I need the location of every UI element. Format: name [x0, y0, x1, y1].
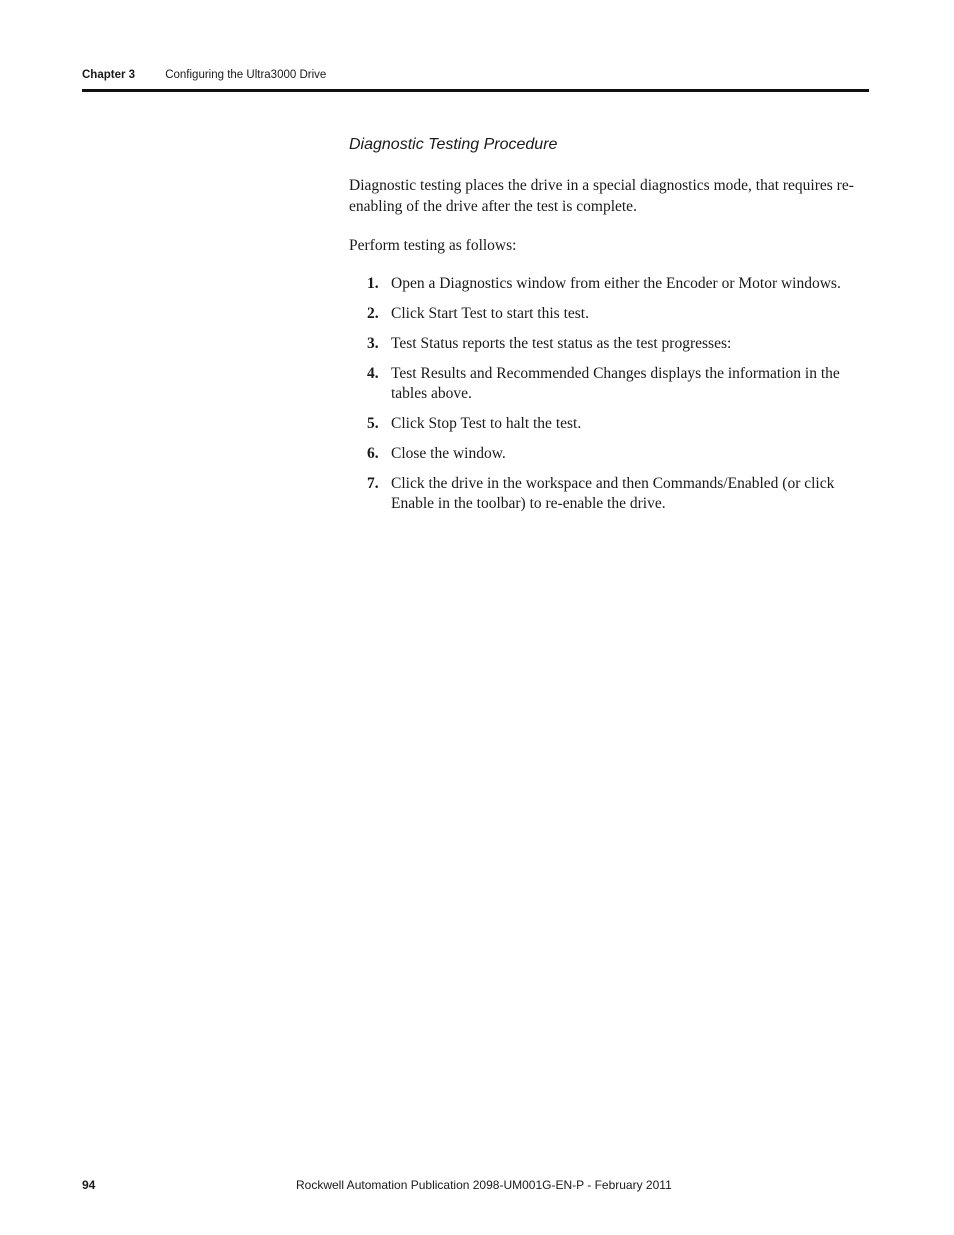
page-header: [82, 66, 869, 84]
publication-info: Rockwell Automation Publication 2098-UM001G-EN-P - February 2011: [296, 1178, 672, 1192]
steps-intro-paragraph: Perform testing as follows:: [349, 237, 517, 254]
page-number: 94: [82, 1178, 96, 1192]
list-item: [349, 274, 869, 294]
header-rule: [82, 89, 869, 92]
step-text: Click Start Test to start this test.: [391, 305, 589, 322]
list-item: [349, 444, 869, 464]
step-text: Click the drive in the workspace and then Commands/Enabled (or click Enable in the toolbar) to re-enable the drive.: [391, 475, 835, 512]
list-item: [349, 334, 869, 354]
step-number: 7.: [367, 475, 379, 492]
page-footer: [82, 1175, 869, 1195]
step-text: Test Results and Recommended Changes displays the information in the tables above.: [391, 365, 840, 402]
step-number: 1.: [367, 275, 379, 292]
step-number: 3.: [367, 335, 379, 352]
list-item: [349, 474, 869, 514]
main-content: [349, 133, 869, 524]
step-number: 4.: [367, 365, 379, 382]
step-number: 6.: [367, 445, 379, 462]
steps-list: [349, 274, 869, 514]
list-item: [349, 414, 869, 434]
list-item: [349, 364, 869, 404]
section-heading: Diagnostic Testing Procedure: [349, 136, 558, 153]
step-text: Test Status reports the test status as the test progresses:: [391, 335, 732, 352]
chapter-label: Chapter 3: [82, 69, 136, 81]
step-number: 2.: [367, 305, 379, 322]
list-item: [349, 304, 869, 324]
step-number: 5.: [367, 415, 379, 432]
step-text: Click Stop Test to halt the test.: [391, 415, 582, 432]
intro-paragraph: Diagnostic testing places the drive in a special diagnostics mode, that requires re-enabling of the drive after the test is complete.: [349, 177, 854, 215]
step-text: Close the window.: [391, 445, 506, 462]
chapter-title: Configuring the Ultra3000 Drive: [165, 69, 327, 81]
step-text: Open a Diagnostics window from either the Encoder or Motor windows.: [391, 275, 841, 292]
